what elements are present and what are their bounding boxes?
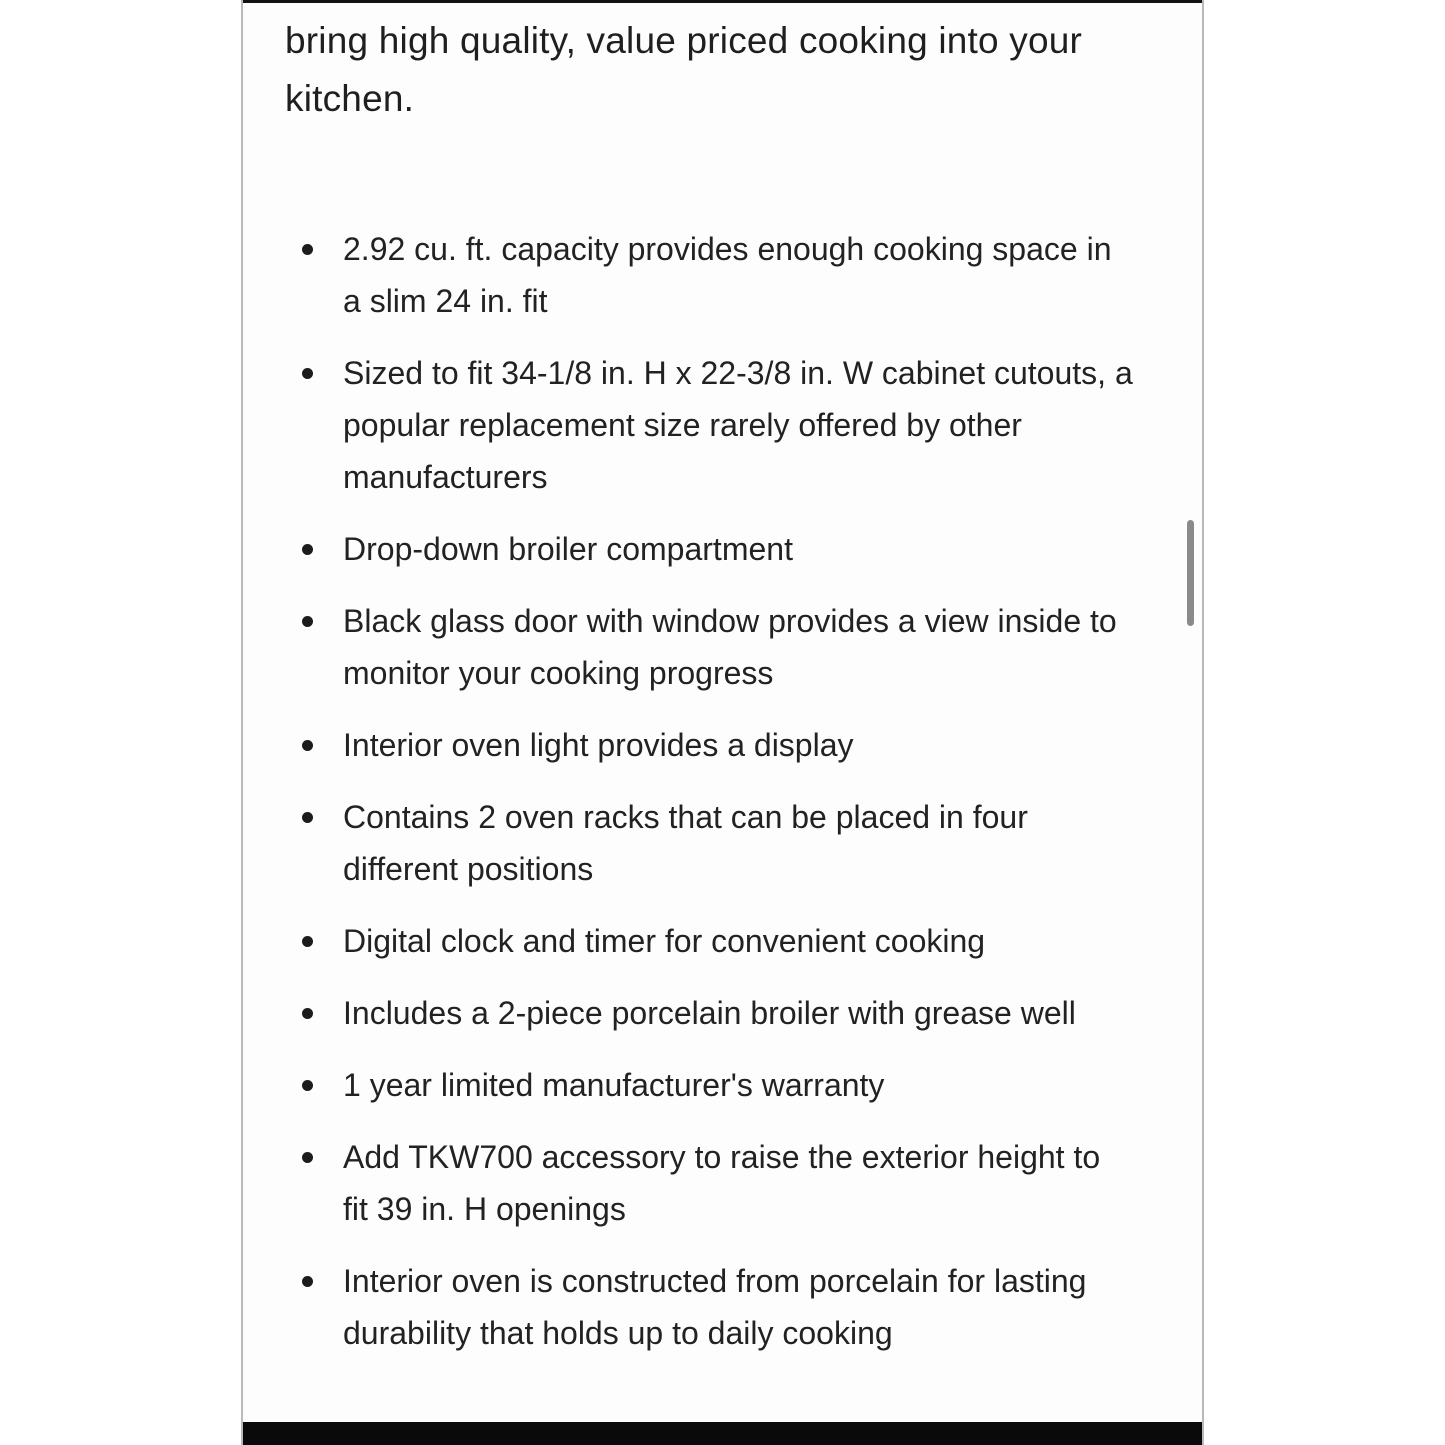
feature-text: 2.92 cu. ft. capacity provides enough cooking space in a slim 24 in. fit (343, 231, 1112, 319)
list-item (343, 915, 1133, 967)
list-item (343, 523, 1133, 575)
feature-text: Digital clock and timer for convenient cooking (343, 923, 986, 959)
list-item (343, 987, 1133, 1039)
feature-text: Interior oven is constructed from porcelain for lasting durability that holds up to daily cooking (343, 1263, 1087, 1351)
bullet-icon (302, 1276, 313, 1287)
top-edge-bar (243, 0, 1202, 3)
bullet-icon (302, 740, 313, 751)
intro-paragraph: bring high quality, value priced cooking into your kitchen. (285, 20, 1083, 119)
bullet-icon (302, 936, 313, 947)
phone-screen (241, 0, 1204, 1445)
feature-text: 1 year limited manufacturer's warranty (343, 1067, 885, 1103)
bullet-icon (302, 244, 313, 255)
list-item (343, 719, 1133, 771)
feature-text: Black glass door with window provides a view inside to monitor your cooking progress (343, 603, 1117, 691)
feature-text: Interior oven light provides a display (343, 727, 854, 763)
feature-text: Sized to fit 34-1/8 in. H x 22-3/8 in. W cabinet cutouts, a popular replacement size rarely offered by other manufacturers (343, 355, 1133, 495)
feature-text: Drop-down broiler compartment (343, 531, 793, 567)
bullet-icon (302, 1080, 313, 1091)
bullet-icon (302, 812, 313, 823)
bullet-icon (302, 616, 313, 627)
feature-list (343, 223, 1133, 1379)
list-item (343, 791, 1133, 895)
list-item (343, 595, 1133, 699)
list-item (343, 1255, 1133, 1359)
list-item (343, 347, 1133, 503)
list-item (343, 1131, 1133, 1235)
list-item (343, 1059, 1133, 1111)
feature-text: Add TKW700 accessory to raise the exterior height to fit 39 in. H openings (343, 1139, 1101, 1227)
bottom-edge-bar (243, 1422, 1202, 1445)
feature-text: Contains 2 oven racks that can be placed in four different positions (343, 799, 1028, 887)
list-item (343, 223, 1133, 327)
feature-text: Includes a 2-piece porcelain broiler with grease well (343, 995, 1076, 1031)
bullet-icon (302, 368, 313, 379)
bullet-icon (302, 544, 313, 555)
scrollbar-thumb[interactable] (1187, 520, 1194, 626)
bullet-icon (302, 1008, 313, 1019)
bullet-icon (302, 1152, 313, 1163)
